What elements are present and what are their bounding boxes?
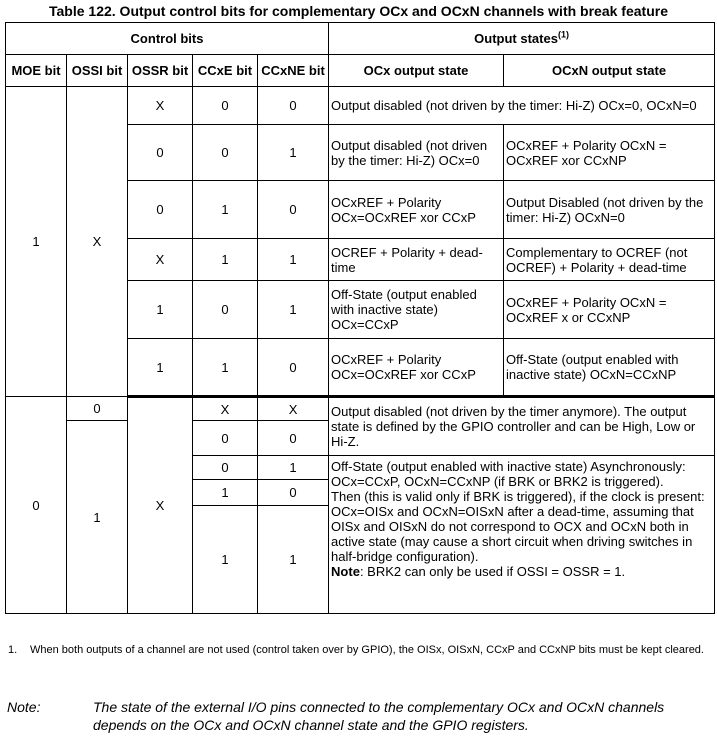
ccxne-value: 1: [258, 125, 329, 181]
ccxne-value: 0: [258, 339, 329, 397]
header-ccxne-bit: CCxNE bit: [258, 55, 329, 87]
ccxne-value: X: [258, 397, 329, 421]
ccxe-value: 0: [193, 456, 258, 480]
ocx-output-state: OCxREF + Polarity OCx=OCxREF xor CCxP: [329, 181, 504, 239]
ccxe-value: 1: [193, 480, 258, 506]
ossi-value: 0: [67, 397, 128, 421]
ossr-value: X: [128, 87, 193, 125]
output-state-merged: Output disabled (not driven by the timer: Hi-Z) OCx=0, OCxN=0: [329, 87, 715, 125]
footnote-ref: (1): [557, 29, 569, 40]
ossr-value: 0: [128, 125, 193, 181]
output-state-off-state: [329, 456, 715, 614]
header-moe-bit: MOE bit: [6, 55, 67, 87]
ossi-value: X: [67, 87, 128, 397]
ossr-value: X: [128, 239, 193, 281]
note-text: The state of the external I/O pins connected to the complementary OCx and OCxN channels depends on the OCx and OCxN channel state and the GPIO registers.: [93, 699, 665, 733]
ossr-value: 1: [128, 281, 193, 339]
ccxne-value: 0: [258, 181, 329, 239]
ocx-output-state: OCxREF + Polarity OCx=OCxREF xor CCxP: [329, 339, 504, 397]
moe-value: 1: [6, 87, 67, 397]
ccxe-value: 1: [193, 239, 258, 281]
ocx-output-state: Off-State (output enabled with inactive state) OCx=CCxP: [329, 281, 504, 339]
note-label: Note:: [7, 699, 41, 715]
ccxne-value: 1: [258, 281, 329, 339]
footnote-number: 1.: [8, 644, 18, 656]
ocxn-output-state: Output Disabled (not driven by the timer: Hi-Z) OCxN=0: [504, 181, 715, 239]
brk2-note-label: Note: [331, 564, 360, 579]
ossi-value: 1: [67, 421, 128, 614]
footnote-text: When both outputs of a channel are not used (control taken over by GPIO), the OISx, OISxN, CCxP and CCxNP bits must be kept cleared.: [30, 644, 704, 656]
ccxe-value: 1: [193, 506, 258, 614]
table-row: [6, 87, 715, 125]
table-row: [6, 397, 715, 421]
header-ccxe-bit: CCxE bit: [193, 55, 258, 87]
header-output-states-label: Output states: [474, 31, 558, 46]
ccxne-value: 1: [258, 506, 329, 614]
ccxe-value: 0: [193, 421, 258, 456]
ccxne-value: 0: [258, 421, 329, 456]
ccxe-value: 1: [193, 339, 258, 397]
ccxne-value: 1: [258, 239, 329, 281]
ocx-output-state: Output disabled (not driven by the timer: Hi-Z) OCx=0: [329, 125, 504, 181]
ocxn-output-state: OCxREF + Polarity OCxN = OCxREF x or CCxNP: [504, 281, 715, 339]
table-title: Table 122. Output control bits for complementary OCx and OCxN channels with break feature: [49, 3, 668, 19]
ocxn-output-state: Complementary to OCREF (not OCREF) + Polarity + dead-time: [504, 239, 715, 281]
moe-value: 0: [6, 397, 67, 614]
header-control-bits: Control bits: [6, 23, 329, 55]
ccxe-value: 1: [193, 181, 258, 239]
ocxn-output-state: OCxREF + Polarity OCxN = OCxREF xor CCxNP: [504, 125, 715, 181]
ccxe-value: 0: [193, 281, 258, 339]
ccxne-value: 0: [258, 480, 329, 506]
header-ocxn-output-state: OCxN output state: [504, 55, 715, 87]
output-control-table: [5, 22, 715, 614]
header-ocx-output-state: OCx output state: [329, 55, 504, 87]
output-state-disabled: Output disabled (not driven by the timer anymore). The output state is defined by the GPIO controller and can be High, Low or Hi-Z.: [329, 397, 715, 456]
header-ossr-bit: OSSR bit: [128, 55, 193, 87]
brk2-note-text: : BRK2 can only be used if OSSI = OSSR = 1.: [359, 564, 626, 579]
ccxne-value: 1: [258, 456, 329, 480]
ossr-value: 0: [128, 181, 193, 239]
ccxe-value: X: [193, 397, 258, 421]
brk2-note: [331, 564, 712, 579]
ossr-value: X: [128, 397, 193, 614]
header-ossi-bit: OSSI bit: [67, 55, 128, 87]
off-state-async-text: Off-State (output enabled with inactive state) Asynchronously: OCx=CCxP, OCxN=CCxNP (if BRK or BRK2 is triggered).: [331, 459, 686, 489]
ccxne-value: 0: [258, 87, 329, 125]
header-output-states: [329, 23, 715, 55]
ccxe-value: 0: [193, 125, 258, 181]
ocx-output-state: OCREF + Polarity + dead-time: [329, 239, 504, 281]
ocxn-output-state: Off-State (output enabled with inactive state) OCxN=CCxNP: [504, 339, 715, 397]
ossr-value: 1: [128, 339, 193, 397]
ccxe-value: 0: [193, 87, 258, 125]
off-state-dead-time-text: Then (this is valid only if BRK is triggered), if the clock is present: OCx=OISx and OCxN=OISxN after a dead-time, assuming that OISx and OISxN do not correspond to OCX and OCxN both in active state (may cause a short circuit when driving switches in half-bridge configuration).: [331, 489, 705, 564]
